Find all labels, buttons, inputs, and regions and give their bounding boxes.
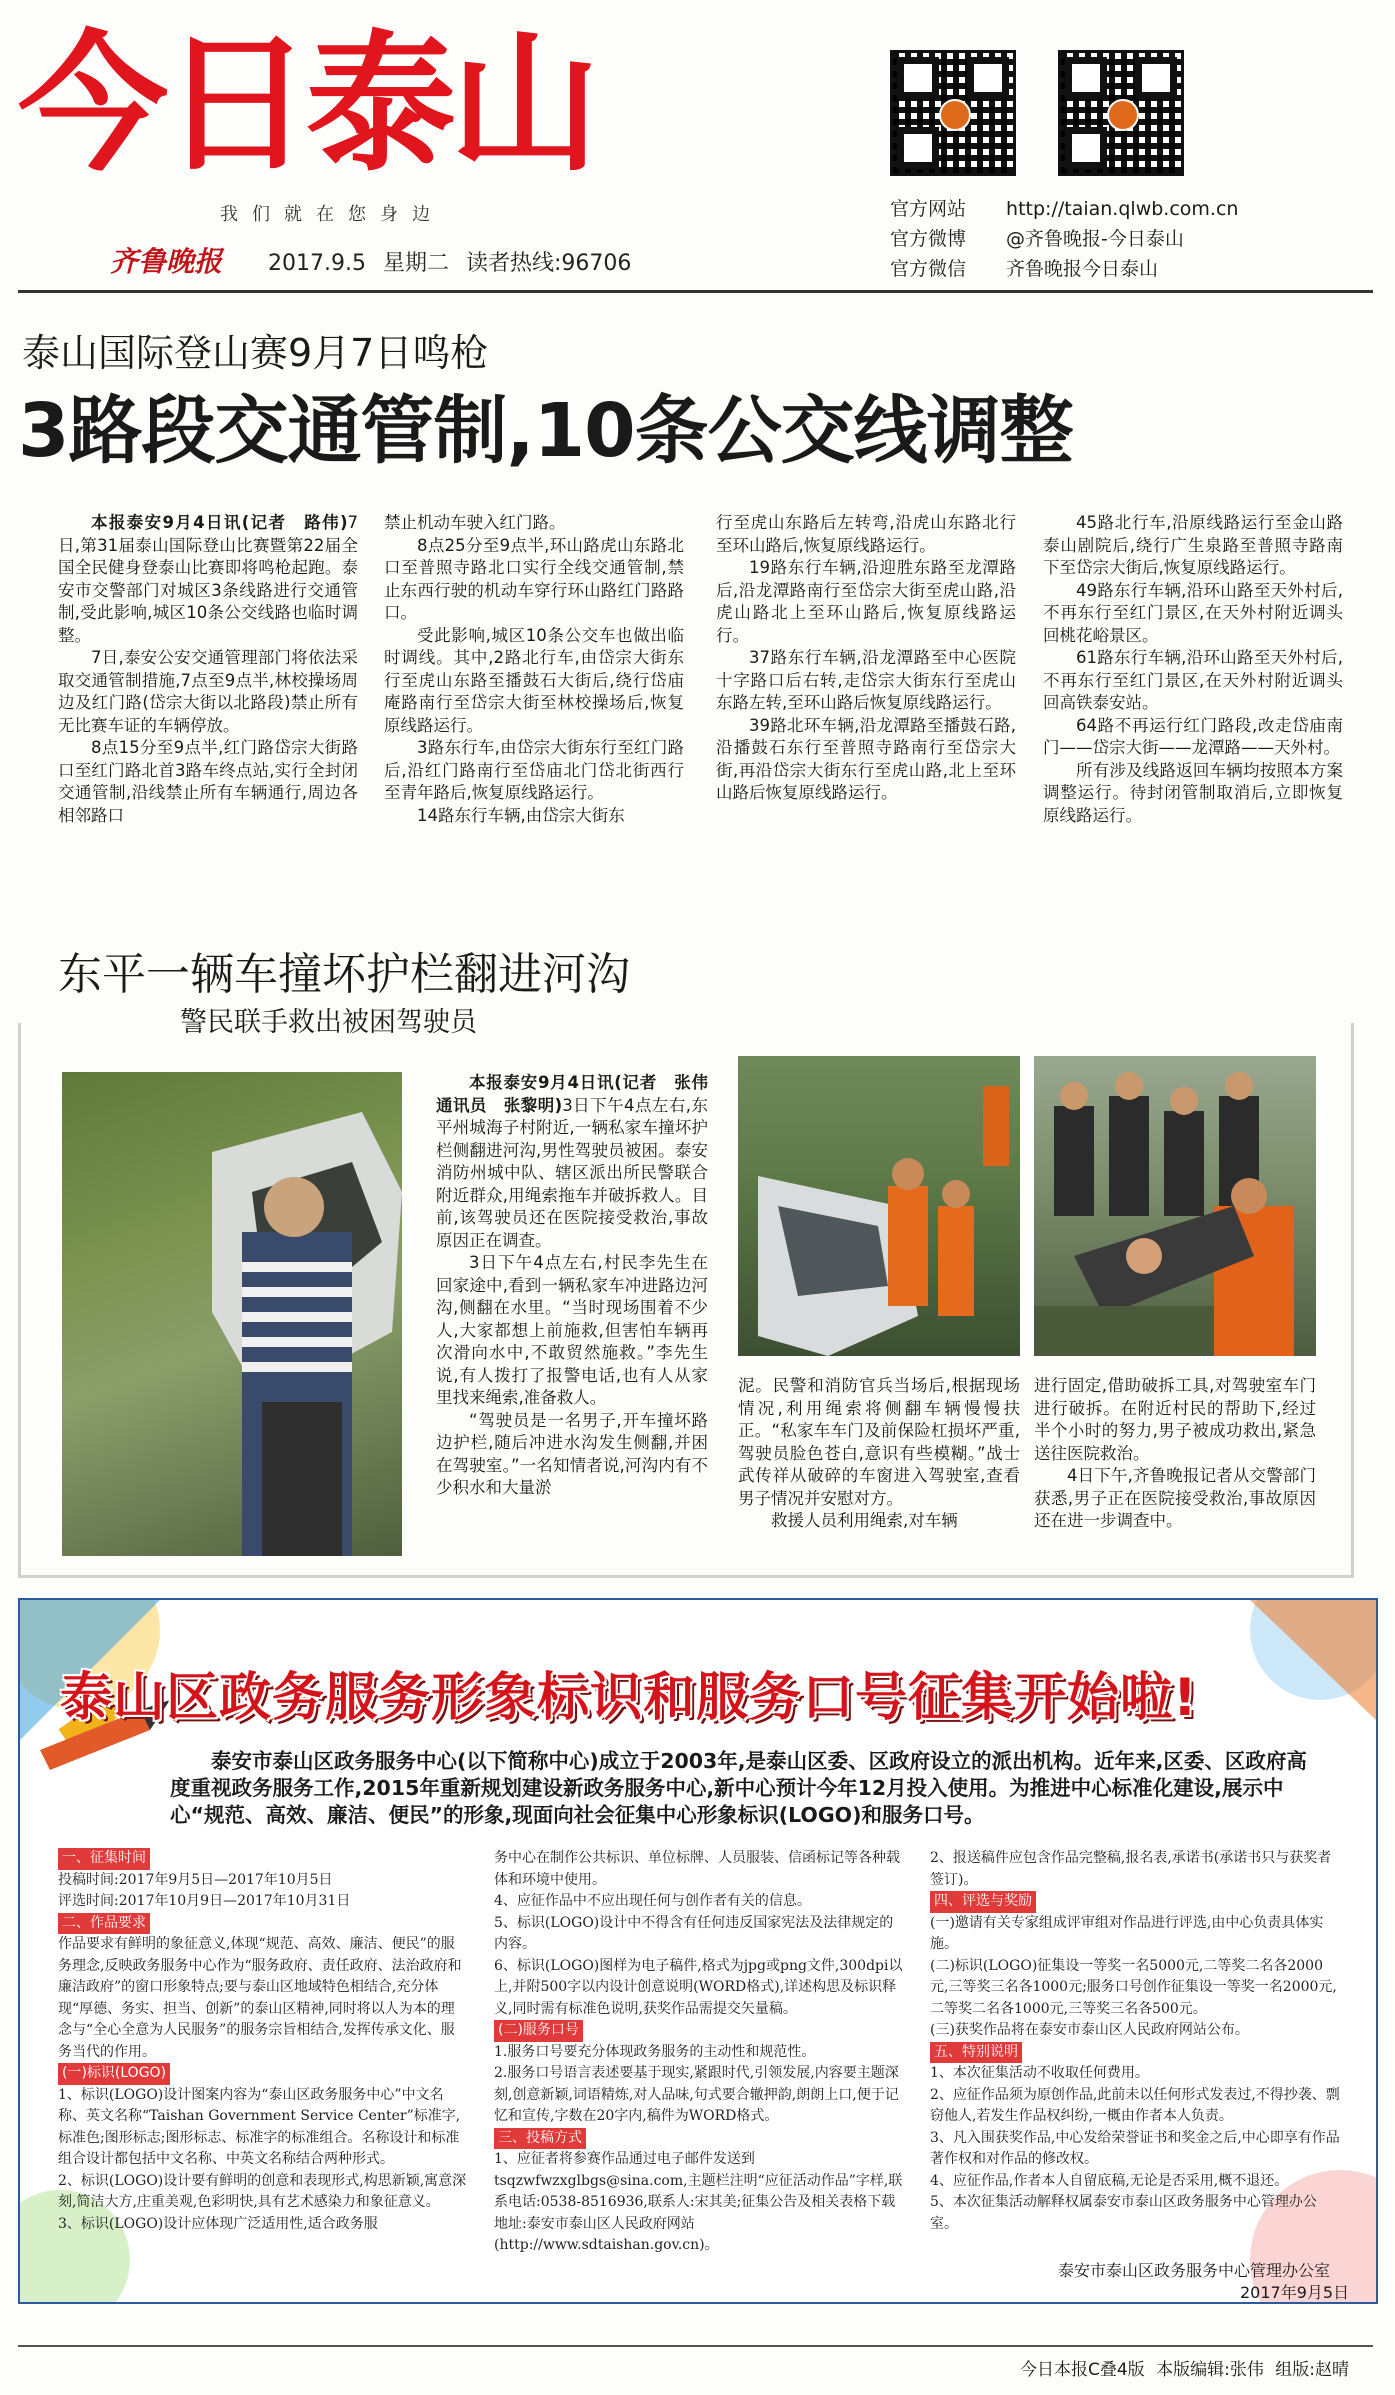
ad-paragraph: 作品要求有鲜明的象征意义,体现“规范、高效、廉洁、便民”的服务理念,反映政务服务中心作为“服务政府、责任政府、法治政府和廉洁政府”的窗口形象特点;要与泰山区地域特色相结合,充分体现“厚德、务实、担当、创新”的泰山区精神,同时将以人为本的理念与“全心全意为人民服务”的服务宗旨相结合,发挥传承文化、服务当代的作用。 (58, 1936, 462, 2060)
paragraph: 受此影响,城区10条公交车也做出临时调线。其中,2路北行车,由岱宗大街东行至虎山东路至播鼓石大街后,绕行岱庙庵路南行至岱宗大街至林校操场后,恢复原线路运行。 (384, 625, 684, 735)
paragraph: 19路东行车辆,沿迎胜东路至龙潭路后,沿龙潭路南行至岱宗大街至虎山路,沿虎山路北上至环山路后,恢复原线路运行。 (716, 558, 1016, 645)
paragraph: 8点15分至9点半,红门路岱宗大街路口至红门路北首3路车终点站,实行全封闭交通管制,沿线禁止所有车辆通行,周边各相邻路口 (58, 738, 358, 825)
official-label: 官方网站 (890, 198, 967, 220)
paragraph: 3日下午4点左右,村民李先生在回家途中,看到一辆私家车冲进路边河沟,侧翻在水里。“当时现场围着不少人,大家都想上前施救,但害怕车辆再次滑向水中,不敢贸然施救。”李先生说,有人拨打了报警电话,也有人从家里找来绳索,准备救人。 (436, 1253, 708, 1407)
ad-section-heading: 二、作品要求 (58, 1913, 150, 1935)
paper-name: 齐鲁晚报 (110, 245, 223, 278)
ad-intro: 泰安市泰山区政务服务中心(以下简称中心)成立于2003年,是泰山区委、区政府设立的派出机构。近年来,区委、区政府高度重视政务服务工作,2015年重新规划建设新政务服务中心,新中心预计今年12月投入使用。为推进中心标准化建设,展示中心“规范、高效、廉洁、便民”的形象,现面向社会征集中心形象标识(LOGO)和服务口号。 (170, 1749, 1307, 1827)
official-website-url[interactable]: http://taian.qlwb.com.cn (1006, 198, 1239, 220)
paragraph: 3日下午4点左右,东平州城海子村附近,一辆私家车撞坏护栏侧翻进河沟,男性驾驶员被困。泰安消防州城中队、辖区派出所民警联合附近群众,用绳索拖车并破拆救人。目前,该驾驶员还在医院接受救治,事故原因正在调查。 (436, 1095, 708, 1250)
paragraph: 7日,泰安公安交通管理部门将依法采取交通管制措施,7点至9点半,林校操场周边及红门路(岱宗大街以北路段)禁止所有无比赛车证的车辆停放。 (58, 648, 358, 735)
story2-column-1 (436, 1072, 725, 1500)
official-wechat-row (890, 254, 1158, 281)
ad-section-row (494, 2020, 904, 2042)
masthead-slogan: 我们就在您身边 (220, 204, 444, 225)
official-weibo-handle: @齐鲁晚报-今日泰山 (1006, 228, 1184, 250)
ad-paragraph: (三)获奖作品将在泰安市泰山区人民政府网站公布。 (930, 2022, 1249, 2038)
ad-column-1 (58, 1848, 468, 2235)
ad-section-heading: (一)标识(LOGO) (58, 2063, 170, 2085)
ad-paragraph: 4、应征作品中不应出现任何与创作者有关的信息。 (494, 1893, 811, 1909)
story2-column-2 (738, 1375, 1020, 1533)
story1-column-1 (58, 512, 358, 827)
page-layout-editor: 组版:赵晴 (1275, 2360, 1349, 2380)
story1-column-3 (716, 512, 1016, 805)
paragraph: 进行固定,借助破拆工具,对驾驶室车门进行破拆。在附近村民的帮助下,经过半个小时的努力,男子被成功救出,紧急送往医院救治。 (1034, 1376, 1316, 1463)
official-wechat-name: 齐鲁晚报今日泰山 (1006, 258, 1159, 280)
ad-section-row (494, 2128, 904, 2150)
ad-section-heading: 五、特别说明 (930, 2042, 1022, 2064)
ad-paragraph: 2、标识(LOGO)设计要有鲜明的创意和表现形式,构思新颖,寓意深刻,简洁大方,庄重美观,色彩明快,具有艺术感染力和象征意义。 (58, 2172, 467, 2210)
qilu-logo-icon (1107, 99, 1139, 131)
ad-section-row (58, 1848, 468, 1870)
paragraph: 14路东行车辆,由岱宗大街东 (417, 805, 625, 825)
ad-paragraph: 4、应征作品,作者本人自留底稿,无论是否采用,概不退还。 (930, 2172, 1289, 2189)
paragraph: 救援人员利用绳索,对车辆 (771, 1511, 958, 1530)
official-website-row (890, 194, 1238, 221)
story2-byline: 本报泰安9月4日讯(记者 张伟 通讯员 张黎明) (436, 1073, 725, 1115)
photo-driver-rescued (1034, 1056, 1316, 1356)
paragraph: 45路北行车,沿原线路运行至金山路泰山剧院后,绕行广生泉路至普照寺路南下至岱宗大街后,恢复原线路运行。 (1043, 513, 1343, 577)
issue-weekday: 星期二 (382, 251, 449, 276)
paragraph: 行至虎山东路后左转弯,沿虎山东路北行至环山路后,恢复原线路运行。 (716, 513, 1016, 555)
ad-section-heading: 四、评选与奖励 (930, 1891, 1036, 1913)
ad-paragraph: 1.服务口号要充分体现政务服务的主动性和规范性。 (494, 2043, 816, 2060)
story2-headline: 东平一辆车撞坏护栏翻进河沟 (58, 949, 630, 1000)
paragraph: 泥。民警和消防官兵当场后,根据现场情况,利用绳索将侧翻车辆慢慢扶正。“私家车车门及前保险杠损坏严重,驾驶员脸色苍白,意识有些模糊。”战士武传祥从破碎的车窗进入驾驶室,查看男子情况并安慰对方。 (738, 1376, 1020, 1508)
ad-paragraph: 1、应征者将参赛作品通过电子邮件发送到tsqzwfwzxglbgs@sina.com,主题栏注明“应征活动作品”字样,联系电话:0538-8516936,联系人:宋其美;征集公告及相关表格下载地址:泰安市泰山区人民政府网站(http://www.sdtaishan.gov.cn)。 (494, 2151, 903, 2253)
story1-column-2 (384, 512, 684, 827)
ad-paragraph: 务中心在制作公共标识、单位标牌、人员服装、信函标记等各种载体和环境中使用。 (494, 1850, 900, 1888)
photo-rescue-rope (738, 1056, 1020, 1356)
ad-section-row (58, 1913, 468, 1935)
ad-paragraph: 2、应征作品须为原创作品,此前未以任何形式发表过,不得抄袭、剽窃他人,若发生作品权纠纷,一概由作者本人负责。 (930, 2086, 1340, 2124)
issue-date: 2017.9.5 (268, 251, 366, 276)
ad-section-row (930, 2042, 1340, 2064)
photo-overturned-car (62, 1072, 402, 1556)
ad-sign-date: 2017年9月5日 (1240, 2283, 1350, 2302)
qilu-logo-icon (939, 99, 971, 131)
paragraph: 8点25分至9点半,环山路虎山东路北口至普照寺路北口实行全线交通管制,禁止东西行驶的机动车穿行环山路红门路路口。 (384, 535, 684, 622)
official-label: 官方微博 (890, 228, 967, 250)
ad-paragraph: 1、本次征集活动不收取任何费用。 (930, 2065, 1149, 2081)
ad-paragraph: 3、标识(LOGO)设计应体现广泛适用性,适合政务服 (58, 2215, 378, 2232)
page-footer (1020, 2355, 1349, 2380)
ad-signature: 泰安市泰山区政务服务中心管理办公室 (1058, 2261, 1331, 2280)
paragraph: 所有涉及线路返回车辆均按照本方案调整运行。待封闭管制取消后,立即恢复原线路运行。 (1043, 760, 1343, 825)
paragraph: 37路东行车辆,沿龙潭路至中心医院十字路口后右转,走岱宗大街东行至虎山东路左转,至环山路后恢复原线路运行。 (716, 648, 1016, 712)
ad-paragraph: 1、标识(LOGO)设计图案内容为“泰山区政务服务中心”中文名称、英文名称“Taishan Government Service Center”标准字,标准色;图形标志;图形标志、标准字的标准组合。名称设计和标准组合设计都包括中文名称、中英文名称结合两种形式。 (58, 2086, 461, 2167)
ad-paragraph: 5、本次征集活动解释权属泰安市泰山区政务服务中心管理办公室。 (930, 2194, 1317, 2232)
ad-section-row (58, 2063, 468, 2085)
ad-section-heading: (二)服务口号 (494, 2020, 583, 2042)
story2-column-3 (1034, 1375, 1316, 1533)
paragraph: 禁止机动车驶入红门路。 (384, 513, 566, 532)
ad-paragraph: 评选时间:2017年10月9日—2017年10月31日 (58, 1893, 351, 1909)
paragraph: 4日下午,齐鲁晚报记者从交警部门获悉,男子正在医院接受救治,事故原因还在进一步调查中。 (1034, 1466, 1316, 1530)
ad-paragraph: (一)邀请有关专家组成评审组对作品进行评选,由中心负责具体实施。 (930, 1914, 1324, 1952)
paragraph: 61路东行车辆,沿环山路至天外村后,不再东行至红门景区,在天外村附近调头回高铁泰安站。 (1043, 648, 1343, 712)
paragraph: “驾驶员是一名男子,开车撞坏路边护栏,随后冲进水沟发生侧翻,并困在驾驶室。”一名知情者说,河沟内有不少积水和大量淤 (436, 1410, 708, 1497)
story1-kicker: 泰山国际登山赛9月7日鸣枪 (22, 331, 489, 375)
qr-code-wechat[interactable] (1058, 50, 1184, 176)
masthead-divider (18, 290, 1373, 293)
story1-headline: 3路段交通管制,10条公交线调整 (18, 388, 1073, 474)
ad-paragraph: 2.服务口号语言表述要基于现实,紧跟时代,引领发展,内容要主题深刻,创意新颖,词语精炼,对人品味,句式要合辙押韵,朗朗上口,便于记忆和宣传,字数在20字内,稿件为WORD格式。 (494, 2065, 899, 2124)
story2-subhead: 警民联手救出被困驾驶员 (180, 1007, 477, 1038)
ad-paragraph: 6、标识(LOGO)图样为电子稿件,格式为jpg或png文件,300dpi以上,并附500字以内设计创意说明(WORD格式),详述构思及标识释义,同时需有标准色说明,获奖作品需提交矢量稿。 (494, 1957, 903, 2017)
paragraph: 3路东行车,由岱宗大街东行至红门路后,沿红门路南行至岱庙北门岱北街西行至青年路后,恢复原线路运行。 (384, 738, 684, 802)
paragraph: 39路北环车辆,沿龙潭路至播鼓石路,沿播鼓石东行至普照寺路南行至岱宗大街,再沿岱宗大街东行至虎山路,北上至环山路后恢复原线路运行。 (716, 715, 1016, 802)
page-editor: 本版编辑:张伟 (1156, 2360, 1264, 2380)
ad-paragraph: 投稿时间:2017年9月5日—2017年10月5日 (58, 1871, 333, 1888)
ad-section-heading: 三、投稿方式 (494, 2128, 586, 2150)
ad-paragraph: 5、标识(LOGO)设计中不得含有任何违反国家宪法及法律规定的内容。 (494, 1914, 894, 1952)
masthead-logo: 今日泰山 (18, 18, 595, 192)
dateline (268, 246, 631, 277)
paragraph: 7日,第31届泰山国际登山比赛暨第22届全国全民健身登泰山比赛即将鸣枪起跑。泰安市交警部门对城区3条线路进行交通管制,受此影响,城区10条公交线路也临时调整。 (58, 513, 358, 645)
qr-code-weibo[interactable] (890, 50, 1016, 176)
ad-column-2 (494, 1848, 904, 2257)
ad-column-3 (930, 1848, 1340, 2235)
ad-paragraph: 3、凡入围获奖作品,中心发给荣誉证书和奖金之后,中心即享有作品著作权和对作品的修改权。 (930, 2129, 1340, 2167)
footer-divider (18, 2345, 1373, 2347)
paragraph: 64路不再运行红门路段,改走岱庙南门——岱宗大街——龙潭路——天外村。 (1043, 715, 1343, 757)
page-section: 今日本报C叠4版 (1020, 2360, 1145, 2380)
reader-hotline: 读者热线:96706 (465, 251, 632, 276)
paragraph: 49路东行车辆,沿环山路至天外村后,不再东行至红门景区,在天外村附近调头回桃花峪景区。 (1043, 580, 1343, 645)
story1-column-4 (1043, 512, 1343, 827)
ad-section-row (930, 1891, 1340, 1913)
ad-paragraph: 2、报送稿件应包含作品完整稿,报名表,承诺书(承诺书只与获奖者签订)。 (930, 1850, 1332, 1888)
story1-byline: 本报泰安9月4日讯(记者 路伟) (91, 513, 348, 532)
ad-title: 泰山区政务服务形象标识和服务口号征集开始啦! (60, 1668, 1198, 1728)
official-weibo-row (890, 224, 1184, 251)
official-label: 官方微信 (890, 258, 967, 280)
ad-section-heading: 一、征集时间 (58, 1848, 150, 1870)
ad-paragraph: (二)标识(LOGO)征集设一等奖一名5000元,二等奖二名各2000元,三等奖三名各1000元;服务口号创作征集设一等奖一名2000元,二等奖二名各1000元,三等奖三名各500元。 (930, 1957, 1337, 2017)
